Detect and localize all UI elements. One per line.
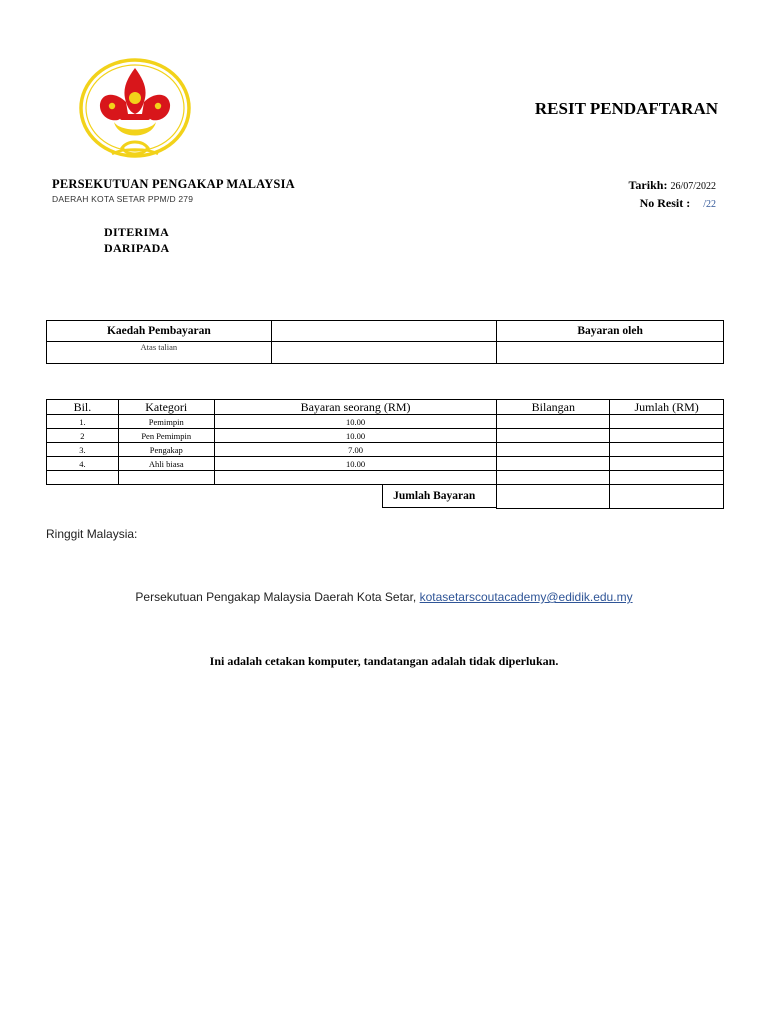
total-jumlah xyxy=(610,485,724,509)
table-row-empty xyxy=(47,471,724,485)
table-header-row xyxy=(47,400,724,415)
scout-emblem-icon xyxy=(78,56,196,166)
empty-cell xyxy=(214,471,497,485)
receipt-number-label: No Resit : xyxy=(639,196,691,210)
date-line xyxy=(560,178,716,193)
table-row xyxy=(47,321,724,342)
payment-blank-cell xyxy=(271,342,497,364)
date-label: Tarikh: xyxy=(628,178,668,192)
spacer-cell xyxy=(118,485,214,509)
footer-text: Persekutuan Pengakap Malaysia Daerah Kota Setar, xyxy=(135,590,417,604)
payment-method-header: Kaedah Pembayaran xyxy=(47,321,272,342)
organization-name: PERSEKUTUAN PENGAKAP MALAYSIA xyxy=(52,177,295,191)
column-header-jumlah: Jumlah (RM) xyxy=(610,400,724,415)
row-bil: 3. xyxy=(47,443,119,457)
receipt-number-value: /22 xyxy=(703,199,716,210)
empty-cell xyxy=(497,471,610,485)
row-bayaran: 10.00 xyxy=(214,429,497,443)
row-bayaran: 10.00 xyxy=(214,415,497,429)
column-header-bilangan: Bilangan xyxy=(497,400,610,415)
row-jumlah xyxy=(610,443,724,457)
total-label: Jumlah Bayaran xyxy=(382,485,496,508)
page-title: RESIT PENDAFTARAN xyxy=(534,99,718,118)
row-bilangan xyxy=(497,415,610,429)
received-line-1: DITERIMA xyxy=(104,225,170,239)
row-bayaran: 10.00 xyxy=(214,457,497,471)
column-header-kategori: Kategori xyxy=(118,400,214,415)
paid-by-header: Bayaran oleh xyxy=(497,321,724,342)
row-bilangan xyxy=(497,443,610,457)
paid-by-value xyxy=(497,342,724,364)
receipt-number-line xyxy=(560,196,716,211)
row-bilangan xyxy=(497,457,610,471)
spacer-cell xyxy=(47,485,119,509)
row-bilangan xyxy=(497,429,610,443)
empty-cell xyxy=(47,471,119,485)
column-header-bil: Bil. xyxy=(47,400,119,415)
total-label-cell xyxy=(214,485,497,509)
empty-cell xyxy=(118,471,214,485)
table-row xyxy=(47,457,724,471)
email-link[interactable]: kotasetarscoutacademy@edidik.edu.my xyxy=(419,590,633,604)
row-kategori: Pengakap xyxy=(118,443,214,457)
row-bil: 2 xyxy=(47,429,119,443)
row-jumlah xyxy=(610,457,724,471)
total-bilangan xyxy=(497,485,610,509)
row-jumlah xyxy=(610,415,724,429)
row-kategori: Pen Pemimpin xyxy=(118,429,214,443)
fee-items-table xyxy=(46,399,724,509)
received-line-2: DARIPADA xyxy=(104,241,170,255)
date-value: 26/07/2022 xyxy=(670,181,716,192)
row-kategori: Ahli biasa xyxy=(118,457,214,471)
table-row xyxy=(47,443,724,457)
computer-print-notice: Ini adalah cetakan komputer, tandatangan adalah tidak diperlukan. xyxy=(209,654,559,668)
received-from-label xyxy=(104,224,170,256)
organization-branch: DAERAH KOTA SETAR PPM/D 279 xyxy=(52,194,194,204)
row-bil: 4. xyxy=(47,457,119,471)
ringgit-malaysia-label: Ringgit Malaysia: xyxy=(46,527,138,541)
empty-cell xyxy=(610,471,724,485)
footer-contact xyxy=(0,590,768,604)
row-bayaran: 7.00 xyxy=(214,443,497,457)
row-kategori: Pemimpin xyxy=(118,415,214,429)
row-bil: 1. xyxy=(47,415,119,429)
column-header-bayaran: Bayaran seorang (RM) xyxy=(214,400,497,415)
table-row xyxy=(47,342,724,364)
payment-method-value: Atas talian xyxy=(47,342,272,364)
row-jumlah xyxy=(610,429,724,443)
table-row xyxy=(47,429,724,443)
scout-logo xyxy=(78,56,196,166)
total-row xyxy=(47,485,724,509)
table-row xyxy=(47,415,724,429)
payment-method-table xyxy=(46,320,724,364)
payment-blank-header xyxy=(271,321,497,342)
